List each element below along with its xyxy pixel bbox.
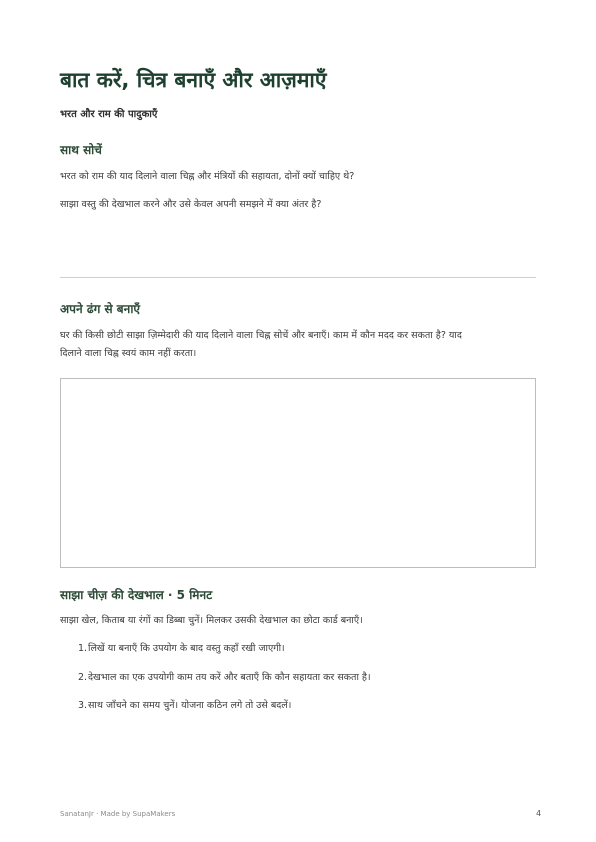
list-item — [60, 699, 536, 713]
step-number: 1. — [78, 643, 88, 654]
draw-instruction-line-1: घर की किसी छोटी साझा ज़िम्मेदारी की याद दिलाने वाला चिह्न सोचें और बनाएँ। काम में कौन मदद कर सकता है? याद — [60, 330, 462, 341]
drawing-area[interactable] — [60, 378, 536, 568]
care-steps-list — [60, 642, 536, 728]
think-together-heading: साथ सोचें — [60, 143, 102, 157]
draw-instruction-line-2: दिलाने वाला चिह्न स्वयं काम नहीं करता। — [60, 348, 197, 359]
list-item — [60, 642, 536, 656]
footer-credit: SanatanJr · Made by SupaMakers — [60, 810, 176, 818]
step-number: 3. — [78, 700, 88, 711]
page-subtitle: भरत और राम की पादुकाएँ — [60, 109, 158, 120]
section-divider — [60, 277, 536, 278]
step-number: 2. — [78, 671, 88, 683]
draw-your-way-heading: अपने ढंग से बनाएँ — [60, 302, 141, 316]
shared-care-heading: साझा चीज़ की देखभाल · 5 मिनट — [60, 588, 213, 602]
page-number: 4 — [536, 809, 542, 818]
page-title: बात करें, चित्र बनाएँ और आज़माएँ — [60, 68, 327, 92]
shared-care-intro: साझा खेल, किताब या रंगों का डिब्बा चुनें। मिलकर उसकी देखभाल का छोटा कार्ड बनाएँ। — [60, 615, 363, 626]
think-question-2: साझा वस्तु की देखभाल करने और उसे केवल अपनी समझने में क्या अंतर है? — [60, 199, 322, 210]
list-item — [60, 671, 536, 685]
step-text: लिखें या बनाएँ कि उपयोग के बाद वस्तु कहाँ रखी जाएगी। — [88, 643, 285, 654]
step-text: देखभाल का एक उपयोगी काम तय करें और बताएँ कि कौन सहायता कर सकता है। — [88, 671, 371, 683]
step-text: साथ जाँचने का समय चुनें। योजना कठिन लगे तो उसे बदलें। — [88, 700, 292, 711]
think-question-1: भरत को राम की याद दिलाने वाला चिह्न और मंत्रियों की सहायता, दोनों क्यों चाहिए थे? — [60, 171, 355, 182]
